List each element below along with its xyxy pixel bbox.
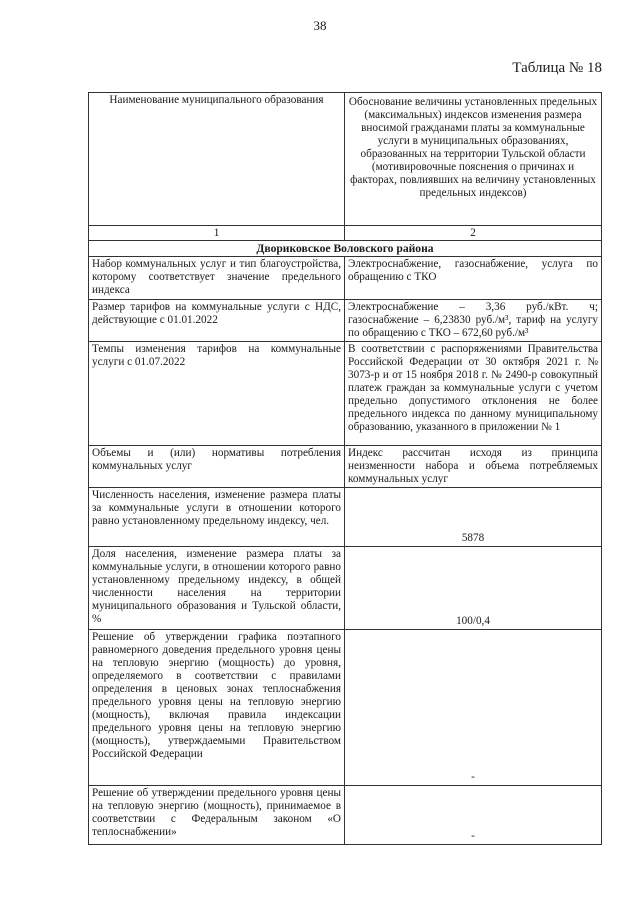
row-label: Решение об утверждении графика поэтапного равномерного доведения предельного уровня цены на тепловую энергию (мощность) до уровня, определяемого в соответствии с правилами определения в ценовых зонах теплоснабжения предельного уровня цены на тепловую энергию (мощность), включая правила индексации предельного уровня цены на тепловую энергию (мощность), утверждаемыми Правительством Российской Федерации: [89, 630, 345, 786]
row-label: Доля населения, изменение размера платы за коммунальные услуги, в отношении которого равно установленному предельному индексу, в общей численности населения на территории муниципального образования и Тульской области, %: [89, 547, 345, 630]
table-row: [89, 786, 602, 845]
row-label: Решение об утверждении предельного уровня цены на тепловую энергию (мощность), принимаемое в соответствии с Федеральным законом «О теплоснабжении»: [89, 786, 345, 845]
row-value: В соответствии с распоряжениями Правительства Российской Федерации от 30 октября 2021 г. № 3073-р и от 15 ноября 2018 г. № 2490-р совокупный платеж граждан за коммунальные услуги с учетом предельно допустимого отклонения не более предельного индекса по данному муниципальному образованию, указанного в приложении № 1: [345, 342, 602, 446]
table-row: [89, 547, 602, 630]
table-row: [89, 342, 602, 446]
table-row: [89, 300, 602, 342]
row-label: Размер тарифов на коммунальные услуги с НДС, действующие с 01.01.2022: [89, 300, 345, 342]
row-label: Численность населения, изменение размера платы за коммунальные услуги в отношении которого равно установленному предельному индексу, чел.: [89, 488, 345, 547]
page-number: 38: [313, 18, 327, 33]
row-value: Электроснабжение, газоснабжение, услуга по обращению с ТКО: [345, 257, 602, 300]
table-row: [89, 488, 602, 547]
row-label: Набор коммунальных услуг и тип благоустройства, которому соответствует значение предельного индекса: [89, 257, 345, 300]
row-value-dash: -: [345, 630, 602, 786]
row-label: Темпы изменения тарифов на коммунальные услуги с 01.07.2022: [89, 342, 345, 446]
table-caption: Таблица № 18: [512, 60, 602, 76]
row-value-dash: -: [345, 786, 602, 845]
district-title: Двориковское Воловского района: [89, 241, 602, 257]
table-row: [89, 257, 602, 300]
column-number-2: 2: [345, 226, 602, 241]
table-header-row: [89, 93, 602, 226]
column-number-1: 1: [89, 226, 345, 241]
header-cell-justification: Обоснование величины установленных предельных (максимальных) индексов изменения размера вносимой гражданами платы за коммунальные услуги в муниципальных образованиях, образованных на территории Тульской области (мотивировочные пояснения о причинах и факторах, повлиявших на величину установленных предельных индексов): [345, 93, 602, 226]
row-value: Электроснабжение – 3,36 руб./кВт. ч; газоснабжение – 6,23830 руб./м³, тариф на услугу по обращению с ТКО – 672,60 руб./м³: [345, 300, 602, 342]
district-row: [89, 241, 602, 257]
row-value: Индекс рассчитан исходя из принципа неизменности набора и объема потребляемых коммунальных услуг: [345, 446, 602, 488]
table-row: [89, 630, 602, 786]
tariff-justification-table: [88, 92, 602, 845]
header-cell-name: Наименование муниципального образования: [89, 93, 345, 226]
column-number-row: [89, 226, 602, 241]
population-count-value: 5878: [345, 488, 602, 547]
row-label: Объемы и (или) нормативы потребления коммунальных услуг: [89, 446, 345, 488]
table-row: [89, 446, 602, 488]
population-share-value: 100/0,4: [345, 547, 602, 630]
